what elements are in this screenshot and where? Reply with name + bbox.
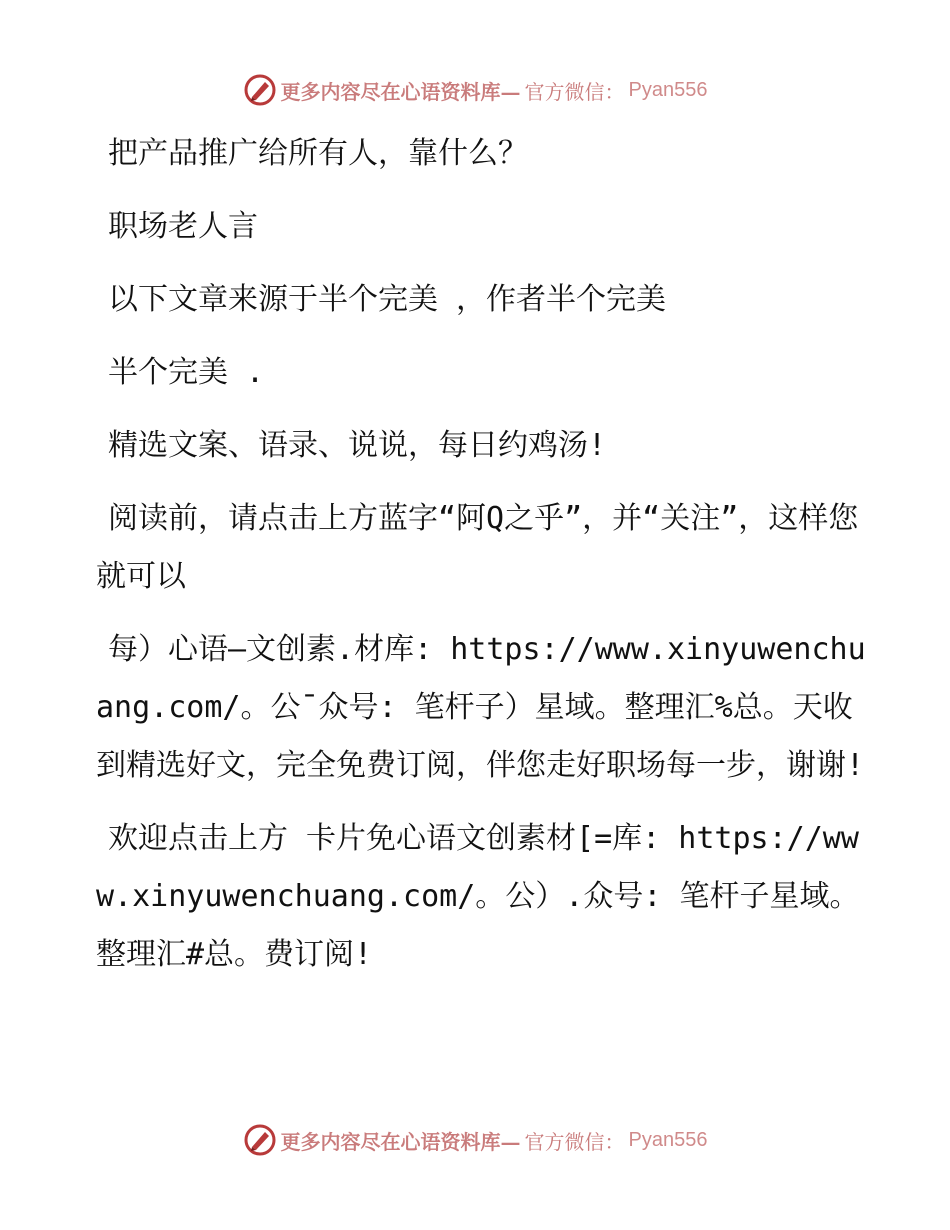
banner-text: 更多内容尽在心语资料库— [280,79,521,104]
document-body [96,125,866,999]
doc-paragraph: 每）心语—文创素.材库: https://www.xinyuwenchuang.com/。公¯众号: 笔杆子）星域。整理汇%总。天收到精选好文，完全免费订阅，伴您走好职场每一步，谢谢! [96,632,866,783]
doc-paragraph: 精选文案、语录、说说，每日约鸡汤! [108,428,607,463]
banner-wechat-id: Pyan556 [628,78,708,101]
banner-text: 更多内容尽在心语资料库— [280,1129,521,1154]
banner-wechat-label: 官方微信： [524,1129,625,1154]
doc-paragraph: 以下文章来源于半个完美 ，作者半个完美 [108,282,667,317]
footer-banner [0,1120,950,1160]
doc-paragraph: 阅读前，请点击上方蓝字“阿Q之乎”，并“关注”，这样您就可以 [96,501,859,594]
doc-paragraph: 半个完美 . [108,355,265,390]
banner-wechat-id: Pyan556 [628,1128,708,1151]
doc-paragraph: 欢迎点击上方 卡片免心语文创素材[=库: https://www.xinyuwenchuang.com/。公）.众号: 笔杆子星域。整理汇#总。费订阅! [96,821,860,972]
doc-paragraph: 职场老人言 [108,209,258,244]
header-banner [0,70,950,110]
pen-logo-icon [243,73,277,107]
banner-wechat-label: 官方微信： [524,79,625,104]
doc-title: 把产品推广给所有人，靠什么？ [108,136,528,171]
pen-logo-icon [243,1123,277,1157]
